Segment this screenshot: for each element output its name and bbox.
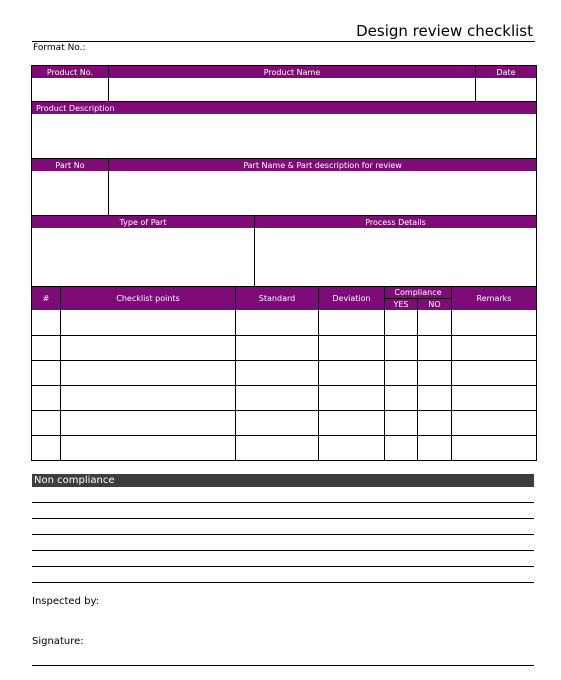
checklist-column-divider <box>318 310 319 460</box>
signature-label: Signature: <box>32 636 84 647</box>
number-column-header: # <box>32 287 61 310</box>
standard-header: Standard <box>236 287 319 310</box>
signature-line <box>32 665 534 666</box>
inspected-by-label: Inspected by: <box>32 596 100 607</box>
type-process-divider <box>254 228 255 286</box>
non-compliance-line <box>32 534 534 535</box>
deviation-header: Deviation <box>319 287 385 310</box>
product-description-header: Product Description <box>32 102 536 114</box>
checklist-row-divider <box>32 385 536 386</box>
title-rule <box>32 41 535 42</box>
product-section <box>31 65 537 102</box>
non-compliance-line <box>32 566 534 567</box>
process-details-header: Process Details <box>255 216 536 228</box>
checklist-column-divider <box>60 310 61 460</box>
non-compliance-line <box>32 502 534 503</box>
non-compliance-line <box>32 582 534 583</box>
date-field-divider <box>475 78 476 101</box>
date-header: Date <box>476 66 536 78</box>
product-description-section <box>31 101 537 159</box>
checklist-row-divider <box>32 335 536 336</box>
part-section <box>31 158 537 216</box>
part-no-header: Part No <box>32 159 109 171</box>
page-title: Design review checklist <box>356 22 533 40</box>
compliance-header: Compliance <box>385 287 452 299</box>
checklist-column-divider <box>384 310 385 460</box>
format-number-label: Format No.: <box>33 43 86 53</box>
checklist-column-divider <box>417 310 418 460</box>
checklist-points-header: Checklist points <box>61 287 236 310</box>
remarks-header: Remarks <box>452 287 536 310</box>
product-name-header: Product Name <box>109 66 476 78</box>
checklist-row-divider <box>32 410 536 411</box>
part-no-divider <box>108 171 109 215</box>
type-of-part-header: Type of Part <box>32 216 255 228</box>
non-compliance-line <box>32 518 534 519</box>
checklist-table <box>31 286 537 461</box>
product-no-field-divider <box>108 78 109 101</box>
checklist-row-divider <box>32 435 536 436</box>
compliance-yes-header: YES <box>385 299 418 310</box>
type-process-section <box>31 215 537 287</box>
non-compliance-line <box>32 550 534 551</box>
compliance-no-header: NO <box>418 299 452 310</box>
product-no-header: Product No. <box>32 66 109 78</box>
checklist-column-divider <box>451 310 452 460</box>
non-compliance-bar: Non compliance <box>32 474 534 487</box>
checklist-row-divider <box>32 360 536 361</box>
checklist-column-divider <box>235 310 236 460</box>
part-name-header: Part Name & Part description for review <box>109 159 536 171</box>
